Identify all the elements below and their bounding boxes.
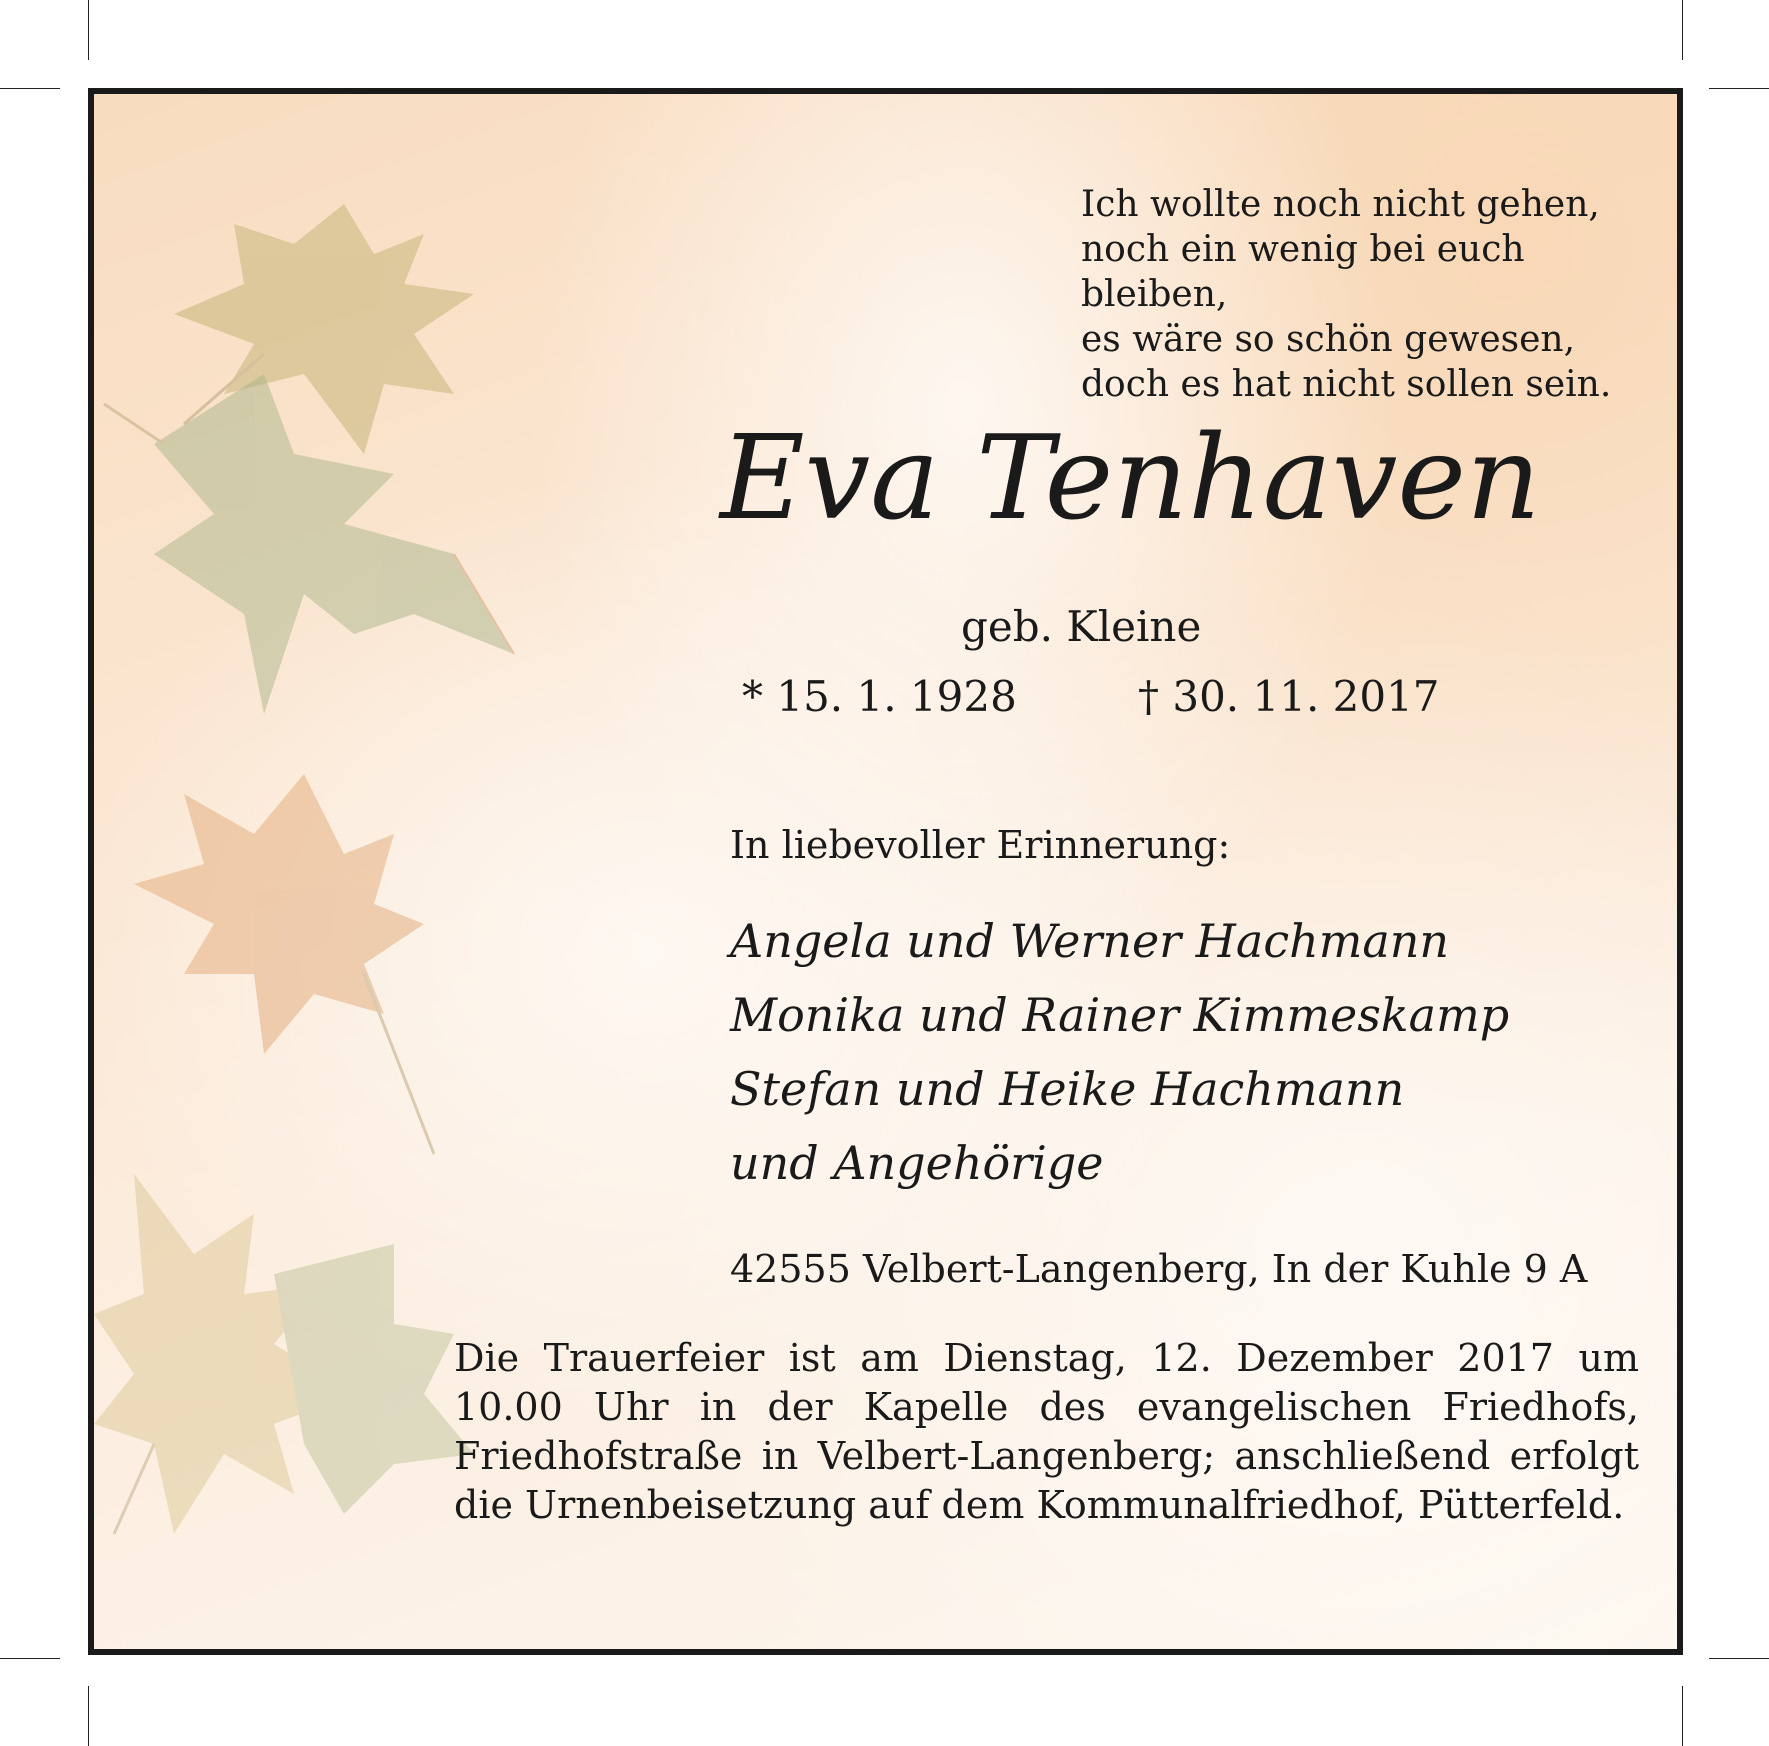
mourner-entry: Angela und Werner Hachmann	[730, 914, 1450, 968]
mourner-entry: Stefan und Heike Hachmann	[730, 1062, 1405, 1116]
crop-mark-bottom-right-horizontal	[1709, 1658, 1769, 1659]
mourners-list	[730, 904, 1630, 1200]
remembrance-intro: In liebevoller Erinnerung:	[730, 823, 1231, 867]
leaf-bottom	[94, 1174, 474, 1534]
verse-poem: Ich wollte noch nicht gehen, noch ein wenig bei euch bleiben, es wäre so schön gewesen, doch es hat nicht sollen sein.	[1081, 184, 1612, 405]
mourner-entry: Monika und Rainer Kimmeskamp	[730, 988, 1510, 1042]
mourner-entry: und Angehörige	[730, 1136, 1104, 1190]
death-date: † 30. 11. 2017	[1138, 672, 1440, 721]
crop-mark-top-left-vertical	[88, 0, 89, 60]
maiden-name: geb. Kleine	[961, 602, 1202, 651]
crop-mark-top-right-vertical	[1682, 0, 1683, 60]
family-address: 42555 Velbert-Langenberg, In der Kuhle 9 A	[730, 1247, 1588, 1291]
crop-mark-bottom-left-vertical	[88, 1686, 89, 1746]
crop-mark-bottom-right-vertical	[1682, 1686, 1683, 1746]
crop-mark-top-left-horizontal	[0, 88, 60, 89]
funeral-service-notice: Die Trauerfeier ist am Dienstag, 12. Dezember 2017 um 10.00 Uhr in der Kapelle des evangelischen Friedhofs, Friedhofstraße in Velbert-Langenberg; anschließend erfolgt die Urnenbeisetzung auf dem Kommunalfriedhof, Pütterfeld.	[454, 1336, 1639, 1527]
obituary-card	[88, 88, 1683, 1655]
birth-date: * 15. 1. 1928	[742, 672, 1017, 721]
crop-mark-top-right-horizontal	[1709, 88, 1769, 89]
leaf-middle	[134, 774, 434, 1154]
crop-mark-bottom-left-horizontal	[0, 1658, 60, 1659]
leaf-upper-mid	[104, 374, 514, 714]
deceased-name: Eva Tenhaven	[720, 411, 1541, 546]
